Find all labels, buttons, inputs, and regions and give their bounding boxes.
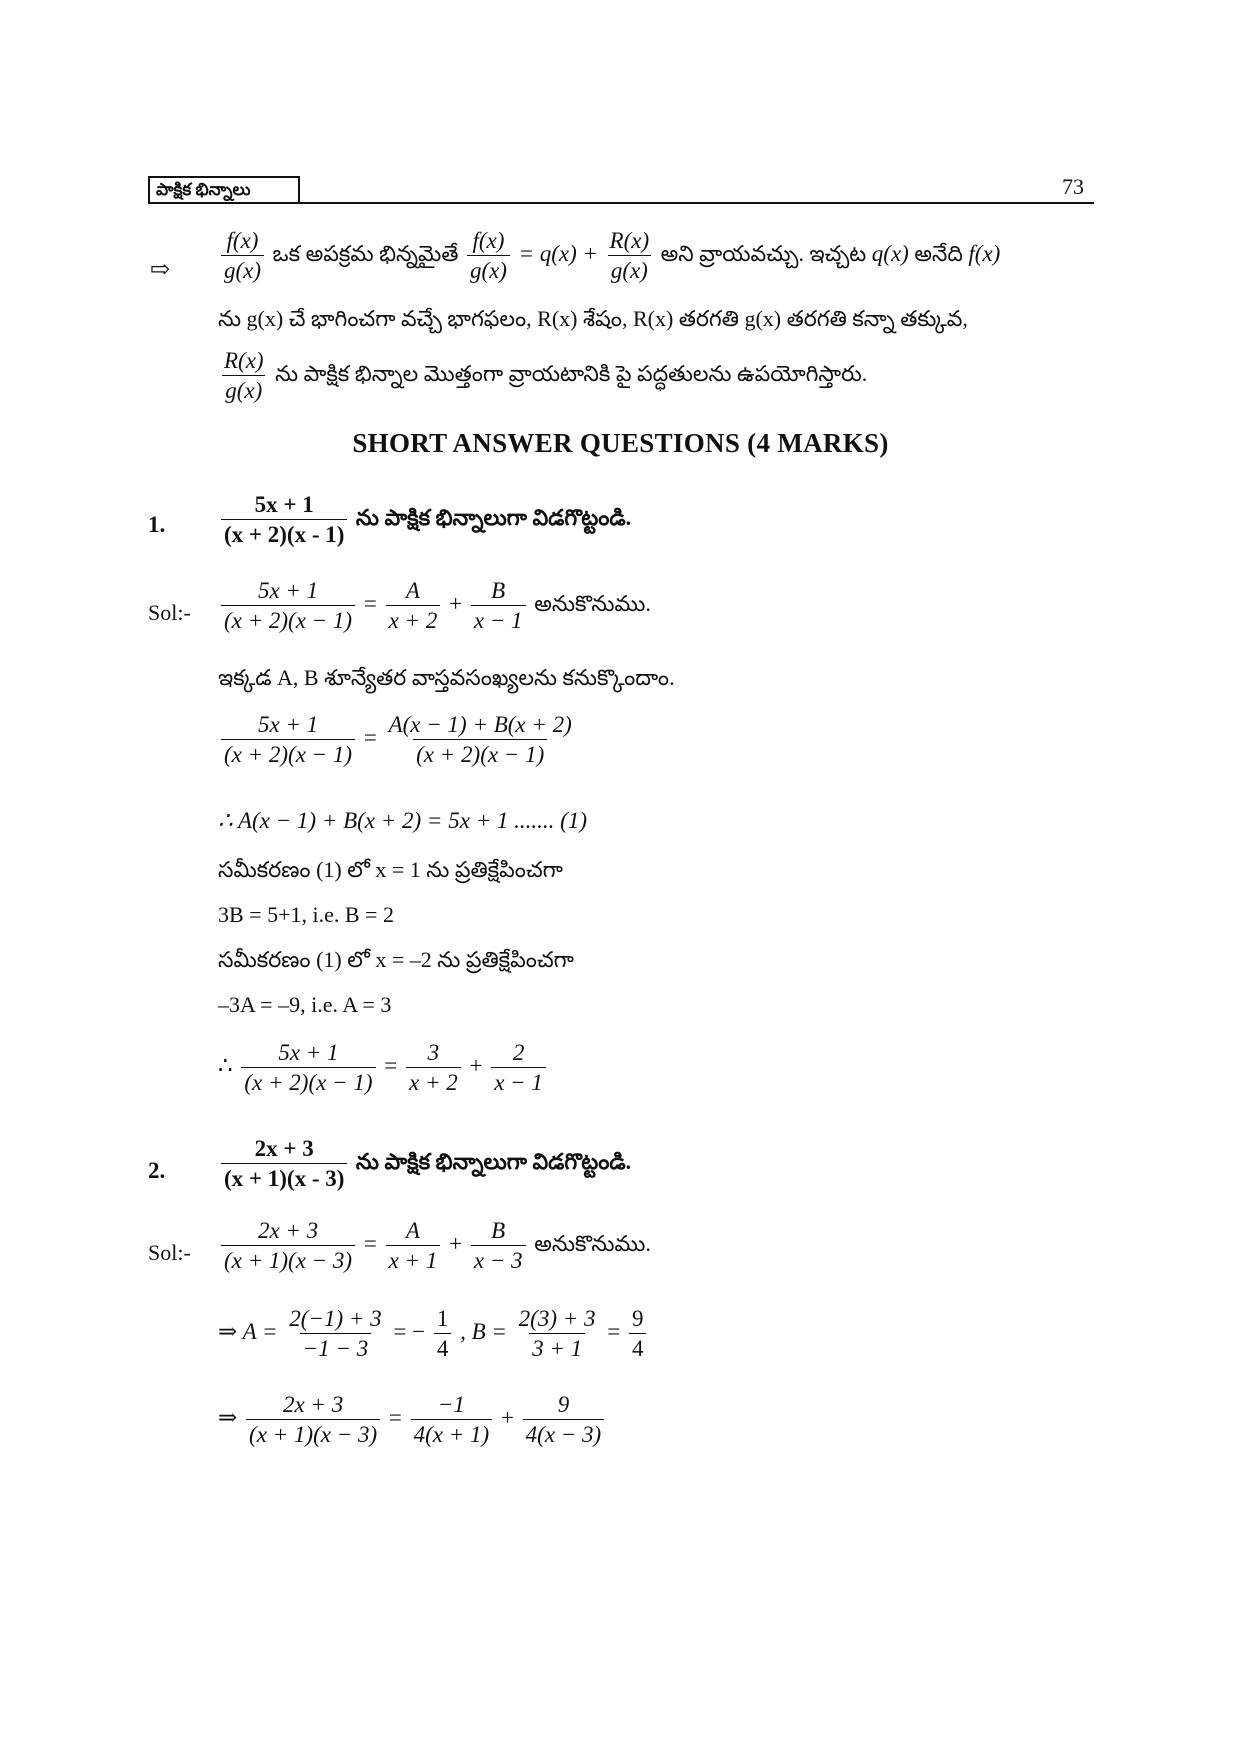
- q2-step-1: $\frac{2x + 3}{(x + 1)(x - 3)}$ = $\frac{A}{x + 1}$ + $\frac{B}{x - 3}$ అనుకొనుము.: [218, 1218, 651, 1274]
- q1-step-2: ఇక్కడ A, B శూన్యేతర వాస్తవసంఖ్యలను కనుక్కొందాం.: [218, 665, 675, 690]
- q1-step-3: $\frac{5x + 1}{(x + 2)(x - 1)}$ = $\frac{A(x - 1) + B(x + 2)}{(x + 2)(x - 1)}$: [218, 712, 578, 768]
- q2-statement: $\frac{2x + 3}{(x + 1)(x - 3)}$ ను పాక్షిక భిన్నాలుగా విడగొట్టండి.: [218, 1136, 631, 1192]
- q1-step-8: –3A = –9, i.e. A = 3: [218, 992, 392, 1017]
- intro-line-1: $\frac{f(x)}{g(x)}$ ఒక అపక్రమ భిన్నమైతే $\frac{f(x)}{g(x)}$ = q(x) + $\frac{R(x)}{g(x)}$ అని వ్రాయవచ్చు. ఇచ్చట q(x) అనేది f(x): [218, 228, 1000, 284]
- q1-number: 1.: [148, 512, 166, 537]
- page-number: 73: [1062, 174, 1084, 199]
- header-rule: [300, 202, 1094, 204]
- q2-step-2: ⇒ A = $\frac{2(-1) + 3}{-1 - 3}$ = − $\frac{1}{4}$ , B = $\frac{2(3) + 3}{3 + 1}$ = $\frac{9}{4}$: [218, 1306, 649, 1362]
- section-title: SHORT ANSWER QUESTIONS (4 MARKS): [352, 428, 889, 458]
- q1-fraction: $\frac{5x + 1}{(x + 2)(x - 1)}$: [221, 492, 347, 548]
- q2-step-3: ⇒ $\frac{2x + 3}{(x + 1)(x - 3)}$ = $\frac{-1}{4(x + 1)}$ + $\frac{9}{4(x - 3)}$: [218, 1392, 607, 1448]
- q2-number: 2.: [148, 1158, 166, 1183]
- q1-step-7: సమీకరణం (1) లో x = –2 ను ప్రతిక్షేపించగా: [218, 947, 574, 972]
- q2-sol-label: Sol:-: [148, 1240, 191, 1265]
- q1-sol-label: Sol:-: [148, 600, 191, 625]
- q1-step-1: $\frac{5x + 1}{(x + 2)(x - 1)}$ = $\frac{A}{x + 2}$ + $\frac{B}{x - 1}$ అనుకొనుము.: [218, 578, 651, 634]
- intro-line-3: $\frac{R(x)}{g(x)}$ ను పాక్షిక భిన్నాల మొత్తంగా వ్రాయటానికి పై పద్ధతులను ఉపయోగిస్తారు.: [218, 348, 867, 404]
- intro-line-2: ను g(x) చే భాగించగా వచ్చే భాగఫలం, R(x) శేషం, R(x) తరగతి g(x) తరగతి కన్నా తక్కువ,: [218, 306, 968, 331]
- q1-statement: $\frac{5x + 1}{(x + 2)(x - 1)}$ ను పాక్షిక భిన్నాలుగా విడగొట్టండి.: [218, 492, 631, 548]
- arrow-icon: ⇨: [150, 257, 171, 283]
- q1-step-4: ∴ A(x − 1) + B(x + 2) = 5x + 1 ....... (1): [218, 808, 587, 833]
- q1-step-5: సమీకరణం (1) లో x = 1 ను ప్రతిక్షేపించగా: [218, 857, 563, 882]
- q1-step-9: ∴ $\frac{5x + 1}{(x + 2)(x - 1)}$ = $\frac{3}{x + 2}$ + $\frac{2}{x - 1}$: [218, 1040, 549, 1096]
- q2-fraction: $\frac{2x + 3}{(x + 1)(x - 3)}$: [221, 1136, 347, 1192]
- intro-eq-lhs: $\frac{f(x)}{g(x)}$: [467, 228, 510, 284]
- intro-remainder-fraction: $\frac{R(x)}{g(x)}$: [224, 348, 264, 404]
- chapter-title: పాక్షిక భిన్నాలు: [148, 176, 300, 204]
- intro-fraction: $\frac{f(x)}{g(x)}$: [221, 228, 264, 284]
- q1-step-6: 3B = 5+1, i.e. B = 2: [218, 902, 394, 927]
- intro-eq-rhs: $\frac{R(x)}{g(x)}$: [609, 228, 650, 284]
